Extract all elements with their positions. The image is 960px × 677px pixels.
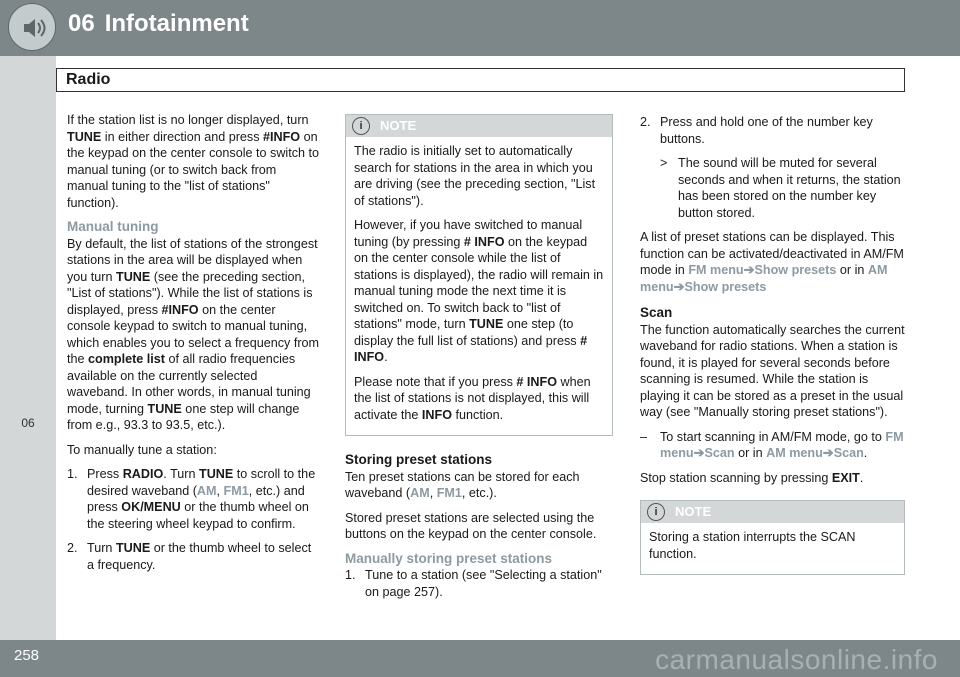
column-2 bbox=[345, 114, 613, 608]
arrow-right-icon: ➔ bbox=[693, 445, 705, 460]
speaker-icon bbox=[8, 3, 56, 51]
note-header bbox=[346, 115, 612, 137]
note-label: NOTE bbox=[380, 118, 417, 133]
paragraph: If the station list is no longer displayed, turn TUNE in either direction and press #INFO on the keypad on the center console to switch to manual tuning (or to switch back from manual tuning to the "list of stations" function). bbox=[67, 113, 320, 210]
info-icon: i bbox=[352, 117, 370, 135]
note-box bbox=[640, 500, 905, 575]
chapter-sidebar bbox=[0, 56, 56, 640]
note-paragraph: Storing a station interrupts the SCAN function. bbox=[649, 530, 856, 561]
note-paragraph: However, if you have switched to manual tuning (by pressing # INFO on the keypad on the center console while the list of stations is displayed), the radio will remain in manual tuning mode the next time it is switched on. To switch back to "list of stations" mode, turn TUNE one step (to display the full list of stations) and press # INFO. bbox=[354, 218, 604, 364]
header-bar bbox=[0, 0, 960, 56]
note-paragraph: Please note that if you press # INFO when the list of stations is not displayed, this will activate the INFO function. bbox=[354, 374, 591, 422]
column-3 bbox=[640, 114, 905, 585]
subheading-manually-storing: Manually storing preset stations bbox=[345, 550, 553, 566]
note-box bbox=[345, 114, 613, 436]
paragraph: To manually tune a station: bbox=[67, 442, 217, 457]
section-title: Radio bbox=[66, 71, 111, 88]
paragraph: Stop station scanning by pressing EXIT. bbox=[640, 470, 864, 485]
info-key-icon: #INFO bbox=[161, 302, 199, 317]
paragraph: The function automatically searches the current waveband for radio stations. When a station is found, it is played for several seconds before scanning is resumed. While the station is playing it can be stored as a preset in the usual way (see "Manually storing preset stations"). bbox=[640, 322, 905, 419]
chapter-number: 06 bbox=[68, 10, 95, 37]
arrow-right-icon: ➔ bbox=[822, 445, 834, 460]
list-item: 2. Press and hold one of the number key buttons. bbox=[640, 115, 873, 146]
page-number: 258 bbox=[14, 647, 40, 664]
info-key-icon: #INFO bbox=[263, 129, 301, 144]
watermark: carmanualsonline.info bbox=[655, 644, 938, 675]
list-subitem: > The sound will be muted for several seconds and when it returns, the station has been stored on the number key button stored. bbox=[660, 156, 901, 220]
heading-storing-preset-stations: Storing preset stations bbox=[345, 452, 493, 467]
note-label: NOTE bbox=[675, 504, 712, 519]
sidebar-chapter-tab: 06 bbox=[21, 416, 35, 430]
info-icon: i bbox=[647, 503, 665, 521]
paragraph: Stored preset stations are selected using the buttons on the keypad on the center console. bbox=[345, 510, 597, 541]
arrow-right-icon: ➔ bbox=[673, 278, 685, 294]
paragraph: Ten preset stations can be stored for each waveband (AM, FM1, etc.). bbox=[345, 469, 580, 500]
arrow-right-icon: ➔ bbox=[743, 262, 755, 277]
paragraph: A list of preset stations can be displayed. This function can be activated/deactivated in AM/FM mode in FM menu➔Show presets or in AM menu➔Show presets bbox=[640, 230, 904, 294]
note-paragraph: The radio is initially set to automatically search for stations in the area in which you are driving (see the preceding section, "List of stations"). bbox=[354, 144, 596, 208]
list-item: 1. Tune to a station (see "Selecting a station" on page 257). bbox=[345, 568, 602, 599]
list-item: – To start scanning in AM/FM mode, go to FM menu➔Scan or in AM menu➔Scan. bbox=[640, 429, 904, 460]
heading-scan: Scan bbox=[640, 305, 673, 320]
footer-bar bbox=[0, 640, 960, 677]
chapter-name: Infotainment bbox=[104, 10, 249, 37]
list-item: 2. Turn TUNE or the thumb wheel to select a frequency. bbox=[67, 541, 312, 572]
chapter-title bbox=[68, 10, 259, 38]
column-1 bbox=[67, 112, 320, 581]
list-item: 1. Press RADIO. Turn TUNE to scroll to the desired waveband (AM, FM1, etc.) and press OK/MENU or the thumb wheel on the steering wheel keypad to confirm. bbox=[67, 467, 316, 531]
section-title-bar bbox=[56, 68, 905, 92]
paragraph: By default, the list of stations of the strongest stations in the area will be displayed when you turn TUNE (see the preceding section, "List of stations"). While the list of stations is displayed, press #INFO on the center console keypad to switch to manual tuning, which enables you to select a frequency from the complete list of all radio frequencies available on the currently selected waveband. In other words, in manual tuning mode, turning TUNE one step will change from e.g., 93.3 to 93.5, etc.). bbox=[67, 236, 320, 432]
note-header bbox=[641, 501, 904, 523]
subheading-manual-tuning: Manual tuning bbox=[67, 219, 159, 234]
